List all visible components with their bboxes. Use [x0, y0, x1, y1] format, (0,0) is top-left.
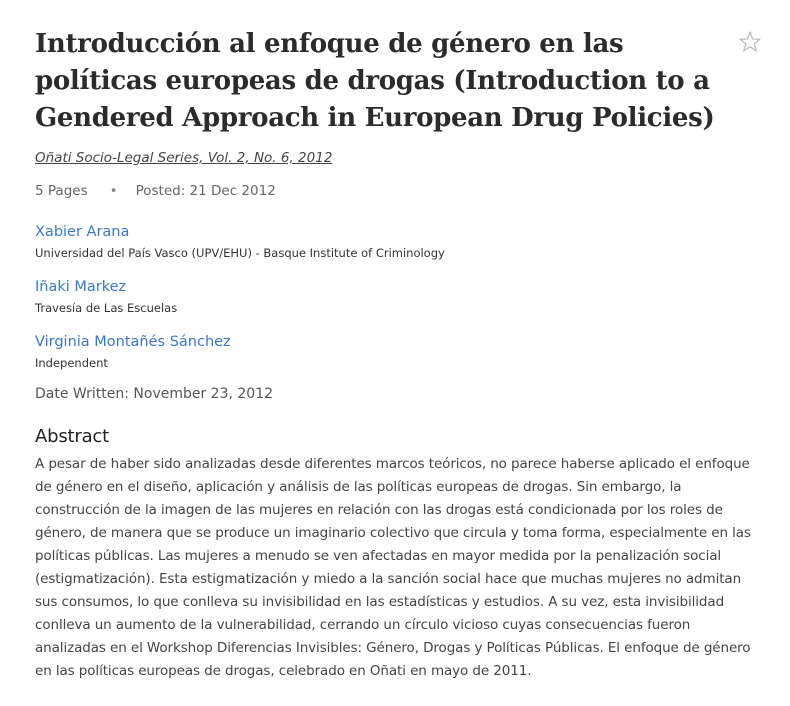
- author-name-link[interactable]: Xabier Arana: [35, 224, 130, 240]
- abstract-heading: Abstract: [35, 426, 109, 447]
- author-name-link[interactable]: Virginia Montañés Sánchez: [35, 334, 231, 350]
- journal-link[interactable]: Oñati Socio-Legal Series, Vol. 2, No. 6, 2012: [35, 150, 333, 166]
- paper-title: Introducción al enfoque de género en las políticas europeas de drogas (Introduction to a Gendered Approach in European Drug Policies): [35, 29, 715, 133]
- author-name-link[interactable]: Iñaki Markez: [35, 279, 127, 295]
- page-count: 5 Pages: [35, 183, 88, 199]
- author-affiliation: Travesía de Las Escuelas: [35, 301, 178, 315]
- author-affiliation: Independent: [35, 356, 108, 370]
- abstract-text: A pesar de haber sido analizadas desde diferentes marcos teóricos, no parece haberse aplicado el enfoque de género en el diseño, aplicación y análisis de las políticas europeas de drogas. Sin embargo, la construcción de la imagen de las mujeres en relación con las drogas está condicionada por los roles de género, de manera que se produce un imaginario colectivo que circula y toma forma, especialmente en las políticas públicas. Las mujeres a menudo se ven afectadas en mayor medida por la penalización social (estigmatización). Esta estigmatización y miedo a la sanción social hace que muchas mujeres no admitan sus consumos, lo que conlleva su invisibilidad en las estadísticas y estudios. A su vez, esta invisibilidad conlleva un aumento de la vulnerabilidad, cerrando un círculo vicioso cuyas consecuencias fueron analizadas en el Workshop Diferencias Invisibles: Género, Drogas y Políticas Públicas. El enfoque de género en las políticas europeas de drogas, celebrado en Oñati en mayo de 2011.: [35, 456, 751, 679]
- paper-page: [35, 26, 780, 683]
- author-affiliation: Universidad del País Vasco (UPV/EHU) - Basque Institute of Criminology: [35, 246, 445, 260]
- author-item: [35, 276, 780, 316]
- author-item: [35, 221, 780, 261]
- author-item: [35, 331, 780, 371]
- posted-date: Posted: 21 Dec 2012: [135, 183, 276, 199]
- date-written: Date Written: November 23, 2012: [35, 386, 274, 402]
- paper-meta: [35, 183, 780, 199]
- author-list: [35, 221, 780, 371]
- meta-separator-dot: •: [109, 183, 118, 199]
